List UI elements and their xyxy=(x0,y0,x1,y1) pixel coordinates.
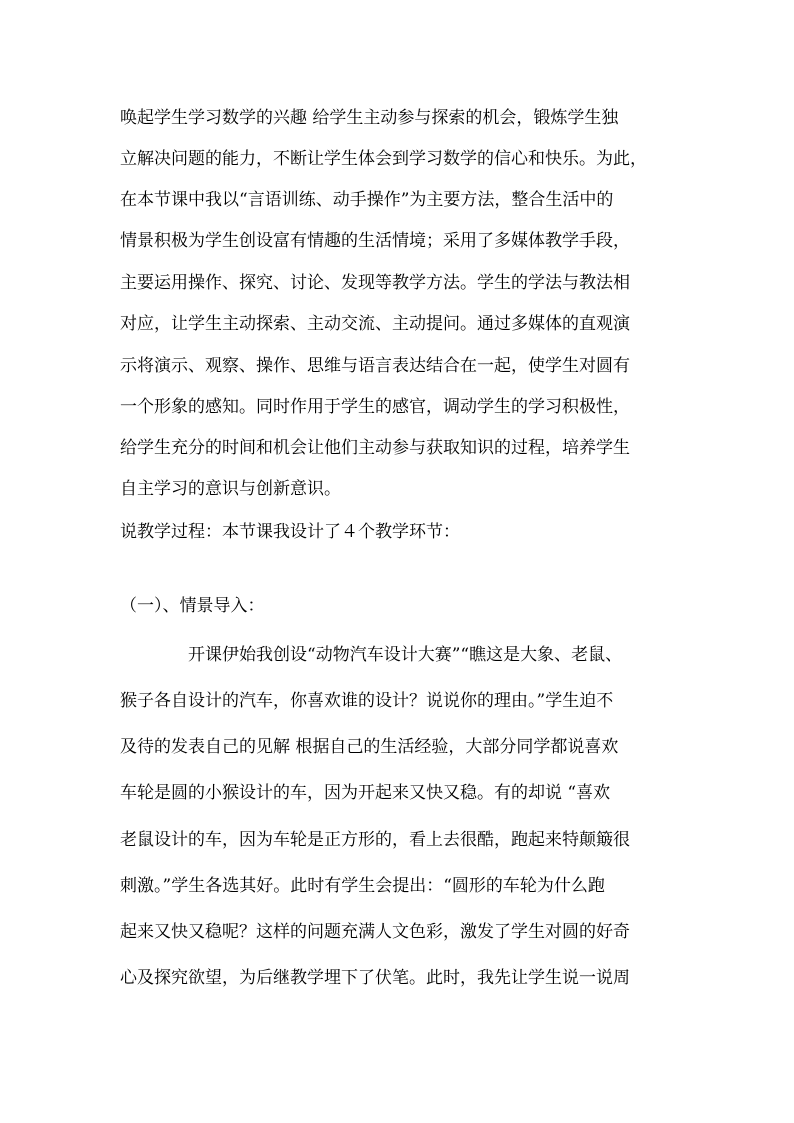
paragraph-line: 一个形象的感知。同时作用于学生的感官，调动学生的学习积极性， xyxy=(120,397,630,417)
paragraph-line: 主要运用操作、探究、讨论、发现等教学方法。学生的学法与教法相 xyxy=(120,273,630,293)
paragraph-line: 心及探究欲望，为后继教学埋下了伏笔。此时，我先让学生说一说周 xyxy=(120,968,630,988)
paragraph-line: 开课伊始我创设“动物汽车设计大赛”“瞧这是大象、老鼠、 xyxy=(188,645,623,665)
paragraph-line: 刺激。”学生各选其好。此时有学生会提出：“圆形的车轮为什么跑 xyxy=(120,876,605,896)
paragraph-line: 猴子各自设计的汽车，你喜欢谁的设计？说说你的理由。”学生迫不 xyxy=(120,691,614,711)
paragraph-line: 情景积极为学生创设富有情趣的生活情境；采用了多媒体教学手段， xyxy=(120,231,630,251)
section-heading: （一）、情景导入： xyxy=(120,596,265,616)
paragraph-line: 及待的发表自己的见解 根据自己的生活经验，大部分同学都说喜欢 xyxy=(120,737,619,757)
paragraph-line: 自主学习的意识与创新意识。 xyxy=(120,479,341,499)
paragraph-line: 车轮是圆的小猴设计的车，因为开起来又快又稳。有的却说 “喜欢 xyxy=(120,783,611,803)
paragraph-line: 对应，让学生主动探索、主动交流、主动提问。通过多媒体的直观演 xyxy=(120,314,630,334)
paragraph-line: 唤起学生学习数学的兴趣 给学生主动参与探索的机会，锻炼学生独 xyxy=(120,108,619,128)
paragraph-line: 起来又快又稳呢？这样的问题充满人文色彩，激发了学生对圆的好奇 xyxy=(120,922,630,942)
section-intro-line: 说教学过程：本节课我设计了４个教学环节： xyxy=(120,522,460,542)
paragraph-line: 示将演示、观察、操作、思维与语言表达结合在一起，使学生对圆有 xyxy=(120,356,630,376)
paragraph-line: 老鼠设计的车，因为车轮是正方形的，看上去很酷，跑起来特颠簸很 xyxy=(120,830,630,850)
paragraph-line: 给学生充分的时间和机会让他们主动参与获取知识的过程，培养学生 xyxy=(120,438,630,458)
paragraph-line: 在本节课中我以“言语训练、动手操作”为主要方法，整合生活中的 xyxy=(120,190,614,210)
paragraph-line: 立解决问题的能力，不断让学生体会到学习数学的信心和快乐。为此， xyxy=(120,149,647,169)
